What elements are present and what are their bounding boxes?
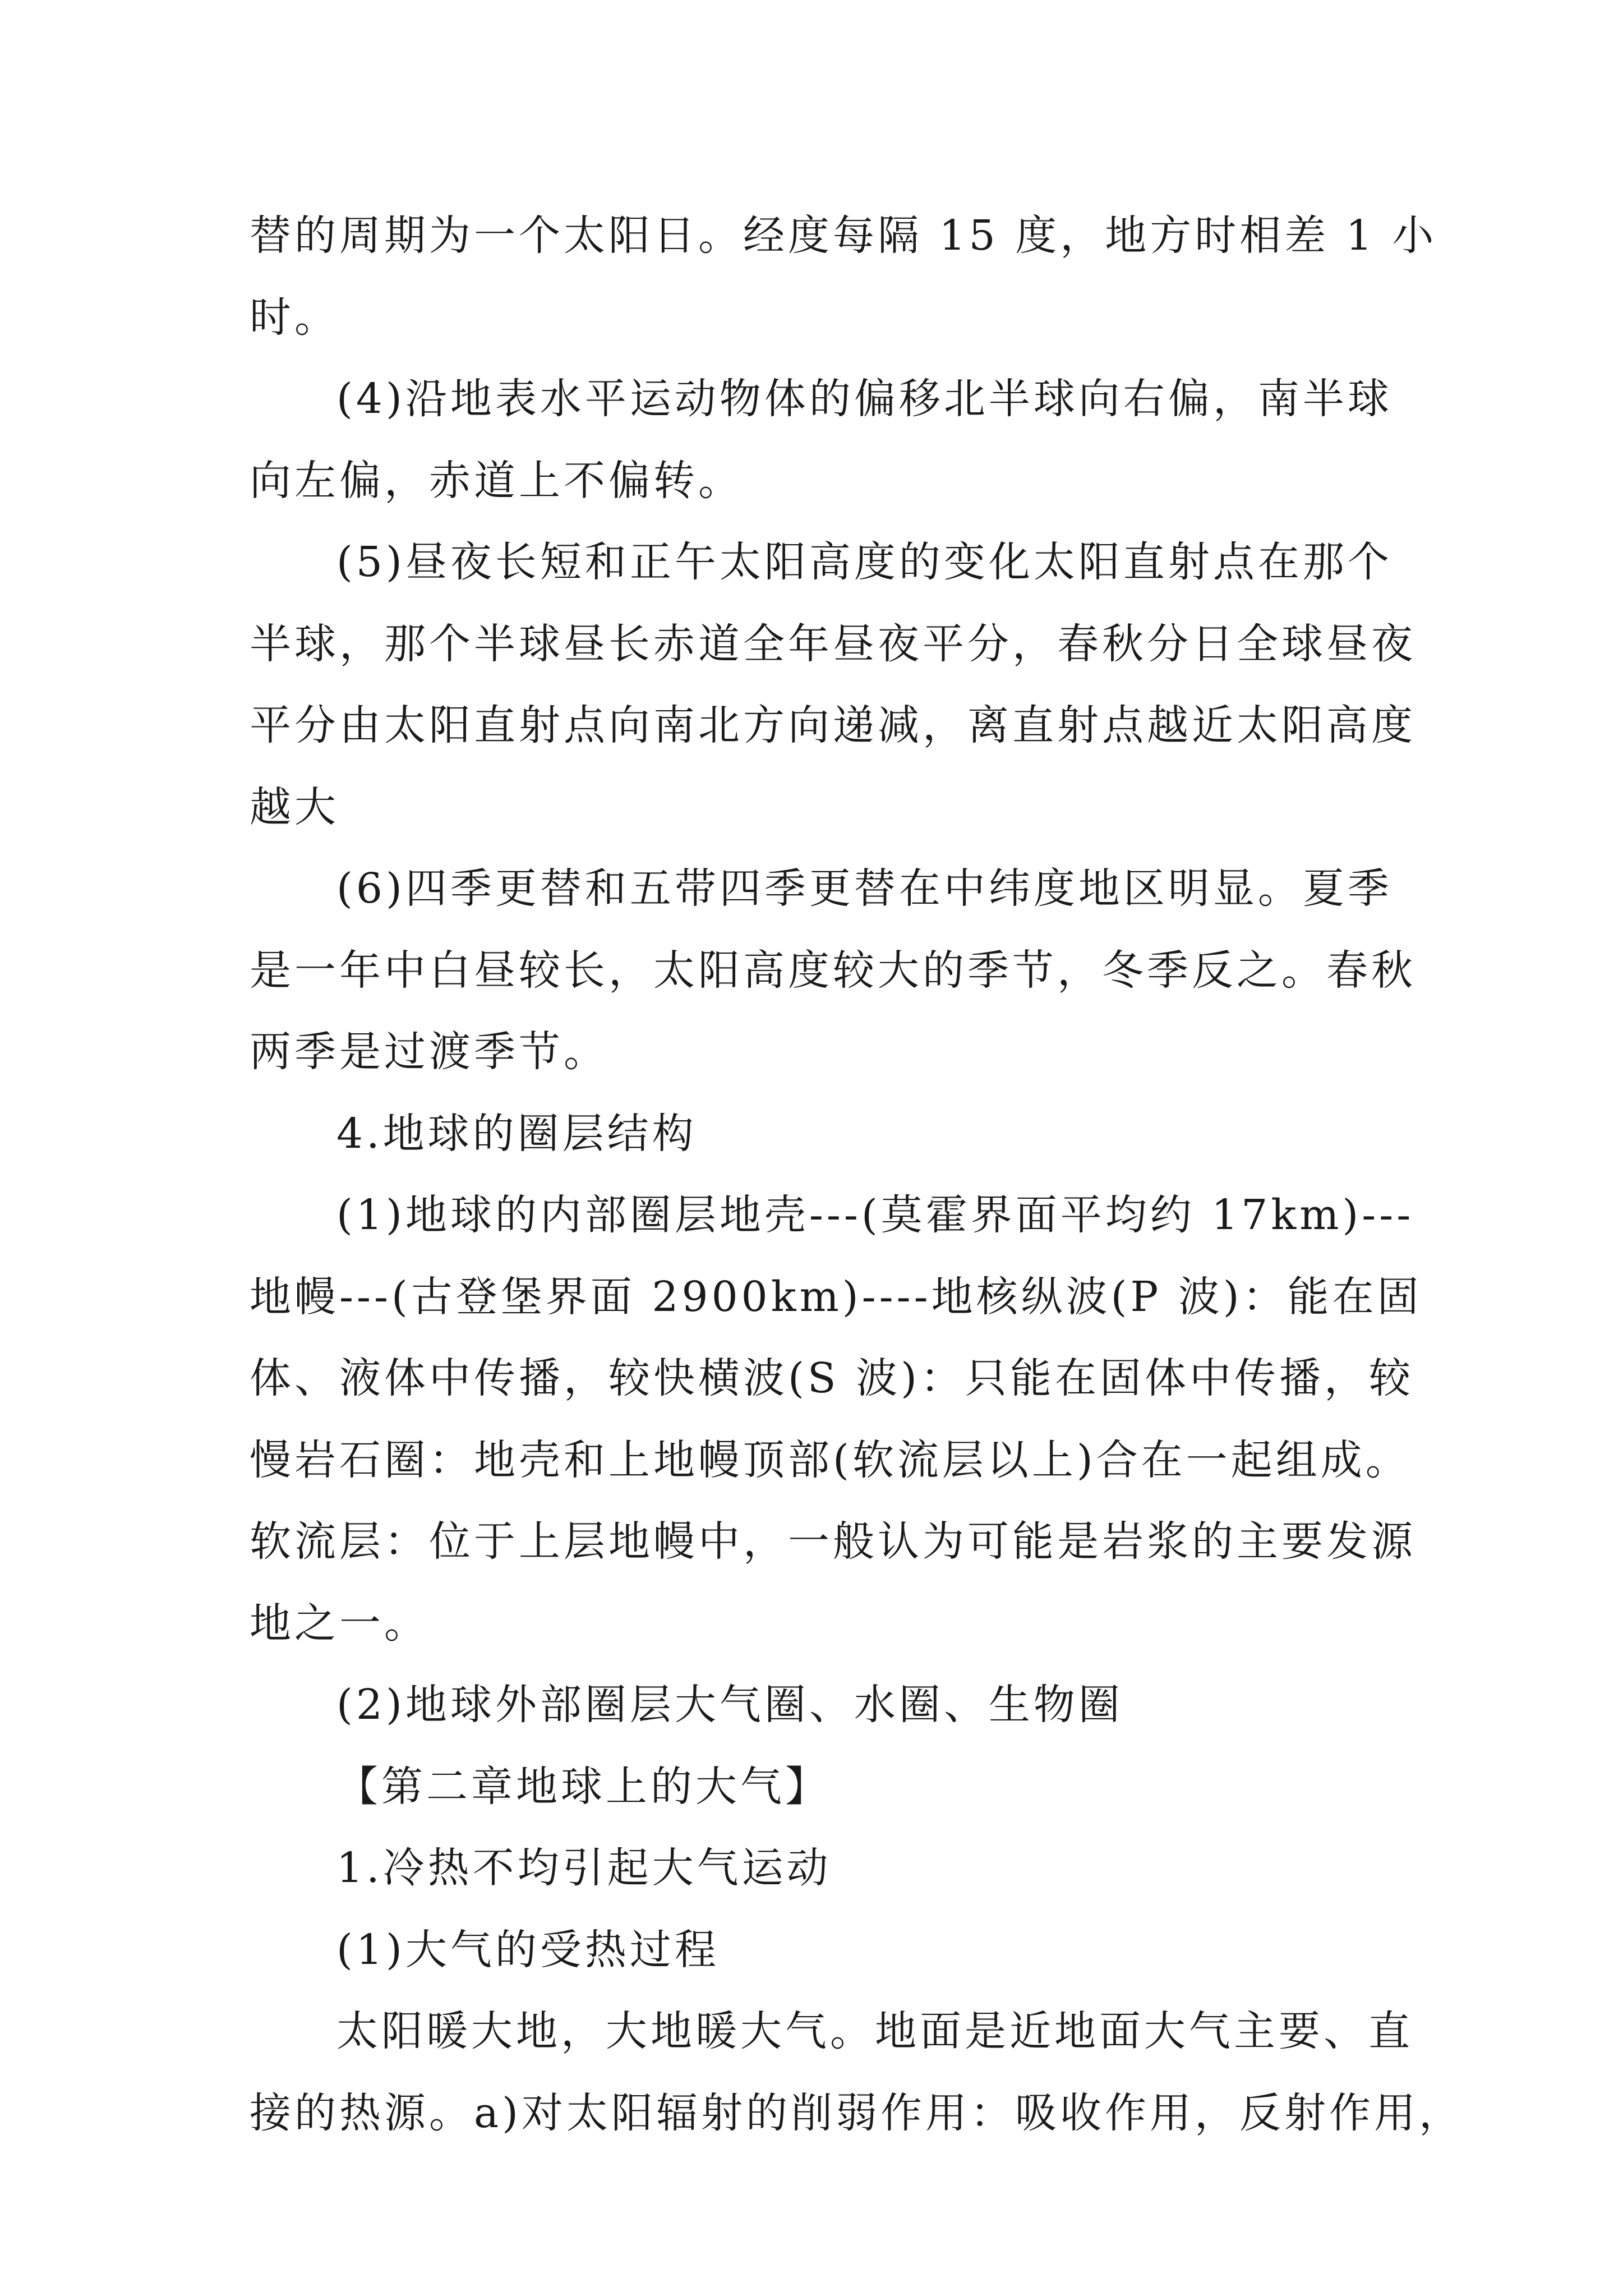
text-line: 平分由太阳直射点向南北方向递减，离直射点越近太阳高度 [250, 701, 1416, 749]
text-line: 半球，那个半球昼长赤道全年昼夜平分，春秋分日全球昼夜 [250, 619, 1416, 668]
section-heading: 1.冷热不均引起大气运动 [336, 1844, 832, 1892]
paragraph-start-line: (5)昼夜长短和正午太阳高度的变化太阳直射点在那个 [336, 538, 1393, 586]
subsection-heading: (1)大气的受热过程 [336, 1925, 720, 1974]
paragraph-start-line: (6)四季更替和五带四季更替在中纬度地区明显。夏季 [336, 864, 1393, 913]
text-line: 地之一。 [250, 1599, 429, 1648]
text-line: 体、液体中传播，较快横波(S 波)：只能在固体中传播，较 [250, 1354, 1414, 1402]
chapter-heading: 【第二章地球上的大气】 [336, 1762, 830, 1811]
paragraph-start-line: (1)地球的内部圈层地壳---(莫霍界面平均约 17km)--- [336, 1191, 1414, 1239]
section-heading: 4.地球的圈层结构 [336, 1109, 697, 1158]
text-line: 两季是过渡季节。 [250, 1028, 608, 1076]
paragraph-start-line: (4)沿地表水平运动物体的偏移北半球向右偏，南半球 [336, 375, 1393, 423]
document-body [250, 195, 1464, 2154]
text-line: 越大 [250, 783, 339, 831]
text-line: 时。 [250, 293, 339, 342]
text-line: 接的热源。a)对太阳辐射的削弱作用：吸收作用，反射作用， [250, 2088, 1464, 2137]
text-line: 替的周期为一个太阳日。经度每隔 15 度，地方时相差 1 小 [250, 211, 1437, 260]
text-line: 慢岩石圈：地壳和上地幔顶部(软流层以上)合在一起组成。 [250, 1435, 1410, 1484]
paragraph-start-line: 太阳暖大地，大地暖大气。地面是近地面大气主要、直 [336, 2007, 1413, 2055]
text-line: 地幔---(古登堡界面 2900km)----地核纵波(P 波)：能在固 [250, 1272, 1422, 1321]
text-line: 软流层：位于上层地幔中，一般认为可能是岩浆的主要发源 [250, 1517, 1416, 1566]
text-line: 向左偏，赤道上不偏转。 [250, 456, 743, 505]
text-line: 是一年中白昼较长，太阳高度较大的季节，冬季反之。春秋 [250, 946, 1416, 995]
paragraph-start-line: (2)地球外部圈层大气圈、水圈、生物圈 [336, 1681, 1123, 1729]
